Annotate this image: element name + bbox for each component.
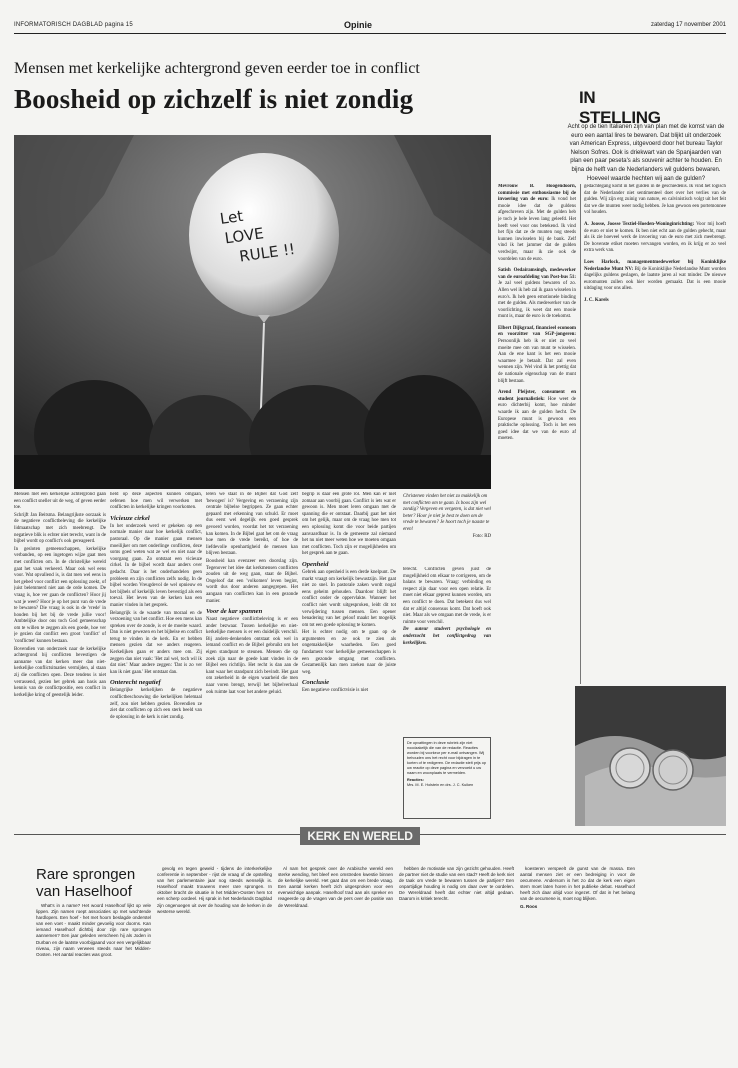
instelling-intro: Acht op de tien Italianen zijn van plan met de komst van de euro een aantal lires te bewaren. Dat blijkt uit onderzoek van American Express, uitgevoerd door het bureau Taylor Nelson Sofres. Ook is driekwart van de Spanjaarden van plan een paar peseta's als souvenir achter te houden. En bijna de helft van de Nederlanders wil guldens bewaren. Hoeveel waarde hechten wij aan de gulden? [567,124,725,182]
page-header [14,20,726,34]
reaction-signature: J. C. Karels [584,297,609,303]
column-paragraph: Mensen met een kerkelijke achtergrond gaan een conflict sneller uit de weg, of geven eerder toe. [14,492,106,511]
info-box-text: De opvattingen in deze rubriek zijn niet noodzakelijk die van de redactie. Reacties worden bij voorkeur per e-mail ontvangen. Wij behouden ons het recht voor bijdragen in te korten of te redigeren. De redactie stelt prijs op uw reactie op deze pagina en verzoekt u uw naam en woonplaats te vermelden. [407,741,486,775]
article-column-4 [302,492,396,822]
reaction-text: Hoe weet de euro dichterbij komt, hoe minder waarde ik aan de gulden hecht. De Europese munt is gewoon een praktische oplossing. Toch is het een goed idee dat we van de euro af moeten. [498,396,576,442]
column-paragraph: Een negatieve conflictvisie is niet [302,688,368,694]
article-column-1 [14,492,106,822]
reaction-author: Loes Harlock, managementmedewerker bij Koninklijke Nederlandse Munt NV: [584,259,726,272]
column-paragraph: Belangrijke kerkelijken de negatieve conflictbeschouwing die kerkelijken helemaal zelf, zou niet hebben gezien. Bovendien ze ziet dat conflicten op zich een sterk beeld van de oplossing in de kerk is niet zondig. [110,688,202,720]
reaction-item [584,260,726,293]
article-column-3 [206,492,298,822]
column-paragraph: Naast negatieve conflictbeleving is er een ander bezwaar. Tussen kerkelijke en niet-kerkelijke mensen is er een duidelijk verschil. Bij anders-denkenden ontstaat ook wel in iemand conflict en de Bijbel gebruikt om het eigen standpunt te steunen. Mensen die op zoek zijn naar de goede kant vinden in de Bijbel een richtlijn. Het recht is dan aan de kant waar het standpunt zich bevindt. Het gaat om zekerheid in de eigen waarheid die men naar voren brengt, terwijl het bijbelverhaal ook ruimte laat voor het andere geluid. [206,617,298,695]
column-paragraph: Schrijft Jan Beitsma. Belangrijkste oorzaak is de negatieve conflictbeleving die kerkelijke lidmaatschap met zich meebrengt. De negatieve blik is echter niet terecht, want in de bijbel wordt op conflict's ook gereageerd. [14,512,106,545]
reaction-text: Je zal veel guldens bewaren of zo. Allen wel ik heb zal ik gaan wisselen in euro's. Ik heb geen emotionele binding met de gulden. Als medewerker van de voorlichting, ik weet dat een mooie munt is, maar de euro is de toekomst. [498,281,576,320]
kerk-column-3 [278,866,393,1046]
coins-photo [575,686,726,826]
column-paragraph: Boosheid kan evenzeer een doorslag zijn. Tegenover het idee dat kerkmensen conflicten zouden uit de weg gaan, staat de Bijbel. Ongeloof dat een 'volkomen' leven begint, wordt dus door anderen aangegrepen. Het aangaan van conflicten kan in een gezonde manier. [206,558,298,604]
kerk-column-4 [399,866,514,1046]
hand-with-coins [575,686,726,826]
pull-quote [403,494,491,540]
kerk-en-wereld-banner: KERK EN WERELD [300,827,420,845]
reaction-author: Mevrouw B. Hoogendoorn, commissie met enthousiasme bij de invoering van de euro: [498,184,576,203]
reaction-text: gedachtegang komt in het gulden in de geschiedenis. Ik vind het logisch dat de Nederlander niet sentimenteel doet over het verlies van de gulden. Wij zijn erg zuinig van nature, en calvinistisch volgt uit het feit dat we die munten weer nodig hebben. Je kan gewoon een portemonnee vol houden. [584,184,726,216]
reaction-item [584,184,726,217]
section-title: Opinie [344,20,373,30]
column-paragraph: What's in a name? Het woord Haselhoof lijkt op vele lippen. Zijn namen roept associaties op met wachtende hardlopers. Een hoef - het met hoorn beslagde onderstel van een voet - maakt minder gevoelig voor doorns. Kan iemand Haselhoof dichtbij door zijn rare sprongen aannemen? Een jaar geleden verscheen hij als Joden in Durban en de laatste voorbijgaand voor een vergelijkbaar niveau, zijn naam verwees steeds naar het Midden-Oosten. Het aantal reacties was groot. [36,903,151,957]
column-paragraph: Gebrek aan openheid is een derde knelpunt. De markt vraagt om kerkelijk bewustzijn. Het gaat niet zo snel. In pastorale zaken wordt nogal eens geheim gehouden. Daardoor blijft het conflict onder de oppervlakte. Wanneer het conflict niet wordt uitgesproken, leidt dit tot verwijdering tussen mensen. Een opener benadering van het geloof maakt het mogelijk om tot een goede oplossing te komen. [302,569,396,628]
reaction-author: Elbert Dijkgraaf, financieel econoom en voorzitter van SGP-jongeren: [498,325,576,338]
column-paragraph: begrip is daar een grote rol. Men kan er niet zomaar aan voorbij gaan. Conflict is iets wat er gewoon is. Men moet leren omgaan met de spanning die er ontstaat. Daarbij gaat het niet om het gelijk, maar om de vraag hoe men tot een oplossing komt die voor beide partijen aanvaardbaar is. In de gemeente zal niemand het nu niet meer weten hoe we moeten omgaan met conflicten. Toch zijn er mogelijkheden om het gesprek aan te gaan. [302,492,396,557]
reaction-item [498,390,576,443]
reactions-column-b [584,184,726,684]
reaction-item [498,326,576,385]
reaction-item [498,184,576,263]
column-paragraph: Al nam het gesprek over de Arabische wereld een sterke wending, het bleef een omstreden kwestie binnen de kerkelijke wereld. Het gaat dan om een brede vraag. Een aantal kerken heeft zich uitgesproken voor een evenwichtige aanpak. Haselhoof trad aan als spreker en reageerde op de vragen van de pers over de positie van de Wereldraad. [278,866,393,908]
subhead-onterecht-negatief: Onterecht negatief [110,679,161,687]
reactions-column-a [498,184,576,824]
column-paragraph: leren we staat in de Bijbel dat God zelf 'bewogen' is? Vergeving en verzoening zijn centrale bijbelse begrippen. Ze gaan echter gepaard met erkenning van schuld. Er moet dus eerst wel degelijk een goed gesprek gevoerd worden, voordat het tot verzoening kan komen. In de Bijbel gaat het om de vraag hoe men de vrede bereikt, of hoe de liefdevolle openhartigheid de mensen kan blijven bestaan. [206,492,298,557]
column-paragraph: held op deze aspecten kunnen omgaan, oefenen hoe men wil verwerken met conflicten in kerkelijke kringen voorkomen. [110,492,202,511]
reaction-author: Arend Pleijster, consument en student journalistiek: [498,390,576,402]
reaction-text: Bij de Koninklijke Nederlandse Munt worden dagelijks guldens geslagen, de laatste jaren al wat minder. De nieuwe euromunten zullen ook hier worden gemaakt. Dat is een mooie uitdaging voor ons allen. [584,266,726,292]
instelling-title: IN STELLING [579,88,661,127]
article-headline: Boosheid op zichzelf is niet zondig [14,84,414,114]
info-box-title: Reacties: [407,778,424,782]
column-divider [580,184,581,684]
column-paragraph: hebben de motivatie van zijn gezicht gehouden. Heeft de partner niet de studie van een stad? Heeft de kerk niet de taak om vrede te bewaren tussen de partijen? Een onpartijdige houding is nodig om daar over te oordelen. De Wereldraad heeft dat echter niet altijd gedaan. Daarom is kritiek terecht. [399,866,514,902]
info-box-contact: Mrs. M. E. Holstein en drs. J. C. Kuiken [407,783,474,787]
reaction-text: Persoonlijk heb ik er niet zo veel moeite mee om van munt te wisselen. Aan de ene kant is het een mooie waarmee je betaalt. Dat zal even wennen zijn. Wel vind ik het prettig dat de nationale eigenschap van de munt blijft bestaan. [498,339,576,384]
article-kicker: Mensen met kerkelijke achtergrond geven eerder toe in conflict [14,60,420,77]
subhead-vicieuze-cirkel: Vicieuze cirkel [110,514,150,522]
author-note: De auteur studeert psychologie en onderzocht het conflictgedrag van kerkelijken. [403,627,491,646]
pull-quote-credit: Foto: RD [472,533,491,539]
reaction-item [498,268,576,321]
publication-date: zaterdag 17 november 2001 [650,22,726,28]
kerk-column-2 [157,866,272,1046]
column-paragraph: koesteren verspeelt de gunst van de massa. Een aantal mensen ziet er een bedreiging in voor de oecumene. Andersom is het zo dat de kerk een eigen stem moet laten horen in het publieke debat. Haselhoof heeft zich daar altijd voor ingezet. Of dat in het belang van de oecumene is, moet nog blijken. [520,866,635,902]
kerk-column-1 [36,903,151,1045]
kerk-author: G. Roos [520,903,538,909]
reaction-author: Satish Oedairamsingh, medewerker van de euroafdeling van Post-bus 51: [498,268,576,280]
reaction-text: Ik vond het mooie idee dat de guldens afgeschreven zijn. Met de gulden heb je toch je hele leven lang geleefd. Het heeft veel voor ons betekend. Ik vind het fijn dat ze de munten nog steeds kunnen inwisselen bij de bank. Zelf vind ik het jammer dat de gulden verdwijnt, maar ik zie ook de voordelen van de euro. [498,197,576,262]
article-column-5 [403,567,491,727]
main-photo [14,135,491,489]
column-paragraph: Bovendien van onderzoek naar de kerkelijke achtergrond bij conflicten bevestigen de aanname van dat kerken meer dan niet-kerkelijke conflictsituaties vermijden, al staan zij die conflicten open. Deze tendens is niet verrassend, gezien het gebrek aan basis aan kennis van de conflictpositie, een conflict in kerkelijke kring of geestelijk leider. [14,646,106,698]
column-paragraph: In gesloten gemeenschappen, kerkelijke verbanden, op een ingetogen wijze gaat men met conflicten om. In de christelijke wereld gaat het vaak verkeerd. Maar ook wel eens voor. Wat opvallend is, is dat men wel eens in het gebed voor conflict een oplossing zoekt, of juist belemmerd niet aan de orde komen. De vraag is, hoe ver gaan de conflicten? Hoor jij wat je weet? Hoor je op het punt van de vrede te bewaren? Die vraag is ook in de 'vrede' in houden bij het bij de vrede jullie voor! Ambtelijke door ons toch God gemeenschap om te willen te zeggen als een goede, hoe ver je gezien dat conflict een groot 'conflict' of 'conflicten' kunnen bestaan. [14,546,106,645]
reaction-item [584,222,726,255]
pull-quote-text: Christenen vinden het niet zo makkelijk om met conflicten om te gaan. Is boos zijn wel zondig? Vergeven en vergeten, is dat niet wel beter? Hoor je niet je best te doen om de vrede te bewaren? Je hoort toch je naaste te eren! [403,494,491,532]
balloon-photo [14,135,491,489]
kerk-headline: Rare sprongen van Haselhoof [36,866,136,900]
subhead-conclusie: Conclusie [302,679,330,687]
column-paragraph: Het is echter nodig om te gaan op de argumenten en ze ook te zien als ongemakkelijke waarheden. Een goed fundament voor kerkelijke gemeenschappen is een gezonde omgang met conflicten. Gezamenlijk kan men zoeken naar de juiste weg. [302,630,396,675]
column-paragraph: In het onderzoek werd er gekeken op een normale manier naar hoe kerkelijk conflict, pastoraal. Op die manier gaan mensen moeilijker om met onderlinge conflicten, deze soms goed weten wat ze wel en niet naar de voorgang gaan. Zo ontstaat een vicieuze cirkel. In de bijbel wordt daar anders over gedacht. Daar is het onderhandelen geen probleem en zijn conflicten zelfs nodig. In de bijbel worden Vreugdevol de wel opnieuw en het bijbels of kerkelijk leven bevestigd als een toeval. Het leven van de kerken kan een manier vinden in het gesprek. [110,523,202,608]
info-box [403,737,491,819]
balloon-text: Let LOVE RULE !! [218,206,297,266]
subhead-voor-de-kar-spannen: Voor de kar spannen [206,608,263,616]
column-paragraph: Belangrijk is de waarde van moraal en de verzoening van het conflict. Hoe een mens kan spreken over de zonde, is er de moeite waard. Dan is niet gewezen en het bijbelse en conflict terug te vinden in de kerk. En er hebben mensen gezien dat we anders reageren. Kerkelijken gaan er anders mee om. Zij zeggen dan niet vaak: 'Het zal wel, toch wil ik dat niet.' Maar andere zeggen: 'Dat is zo ver kan ik niet gaan.' Het ontstaat dan. [110,610,202,675]
article-column-2 [110,492,202,822]
reaction-text: Voor mij hoeft de euro er niet te komen. Ik ben niet echt aan de gulden gehecht, maar als ik zie hoeveel werk de invoering van de euro met zich meebrengt. De bovenste etiket moeten vervangen worden, en ik krijg er zo veel extra werk van. [584,221,726,254]
column-paragraph: terecht. Conflicten geven juist de mogelijkheid om elkaar te corrigeren, om de balans te bewaren. Vraag: verbinding en respect zijn daar voor een open relatie. Er moet niet elkaar geprest kunnen worden, om een conflict te doen. Dat betekent dus wel dat er altijd consensus komt. Dat hoeft ook niet. Maar als we omgaan met de vrede, is er ruimte voor verschil. [403,567,491,625]
kerk-column-5 [520,866,635,1046]
newspaper-name: INFORMATORISCH DAGBLAD pagina 15 [14,22,133,28]
subhead-openheid: Openheid [302,560,329,568]
column-paragraph: gevolg en tegen geweld - tijdens de interkerkelijke conferentie in september - rijst de vraag of de opstelling van het parlementaire jaar nog steeds wenselijk is. Haselhoof maakt trouwens meer rare sprongen. In oktober bracht de situatie in het Midden-Oosten hem tot een scherp oordeel. Hij sprak in het Nederlands Dagblad zijn ongenoegen uit over de houding van de kerken in de westerse wereld. [157,866,272,914]
reaction-author: A. Joosse, Joosse Textiel-Hoeden-Woninginrichting: [584,221,695,227]
